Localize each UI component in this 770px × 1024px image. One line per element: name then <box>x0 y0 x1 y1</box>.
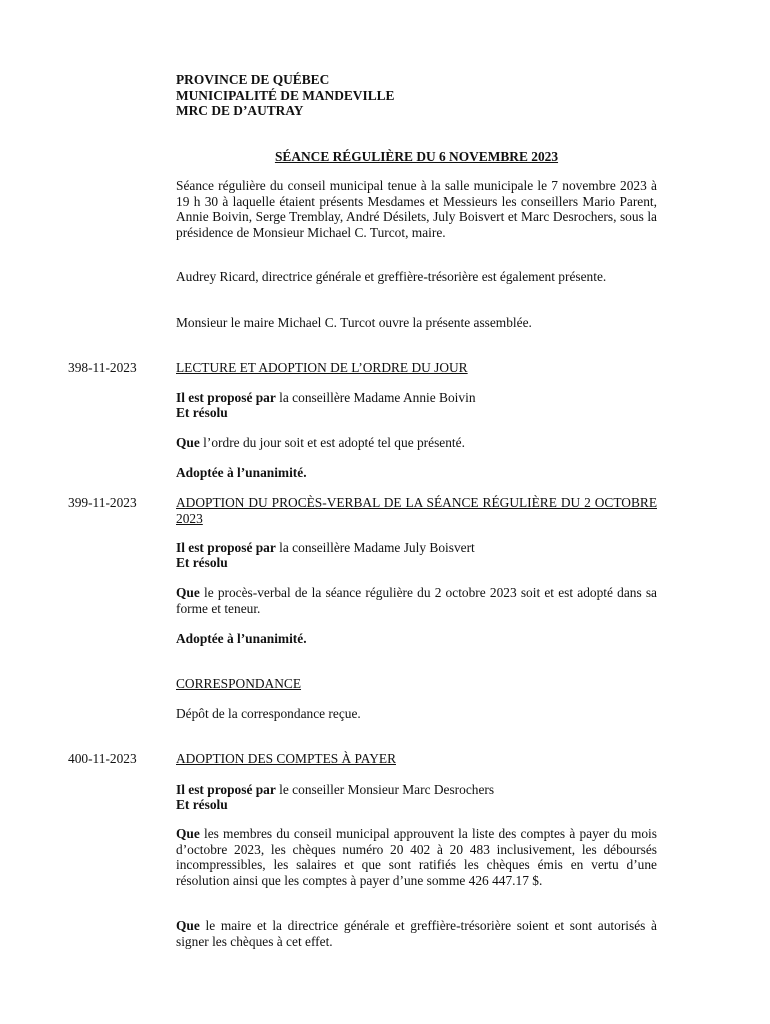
propose-label: Il est proposé par <box>176 782 276 797</box>
intro-paragraph-1: Séance régulière du conseil municipal tenue à la salle municipale le 7 novembre 2023 à 19 h 30 à laquelle étaient présents Mesdames et Messieurs les conseillers Mario Parent, Annie Boivin, Serge Tremblay, André Désilets, July Boisvert et Marc Desrochers, sous la présidence de Monsieur Michael C. Turcot, maire. <box>176 178 657 240</box>
resolu-398: Et résolu <box>176 405 228 420</box>
resolution-title-400: ADOPTION DES COMPTES À PAYER <box>176 751 396 766</box>
proposer-name: le conseiller Monsieur Marc Desrochers <box>275 782 495 797</box>
proposer-name: la conseillère Madame July Boisvert <box>275 540 475 555</box>
adoptee-398: Adoptée à l’unanimité. <box>176 465 307 480</box>
que-400-2 <box>176 918 657 949</box>
intro-paragraph-3: Monsieur le maire Michael C. Turcot ouvre la présente assemblée. <box>176 315 532 330</box>
proposer-399 <box>176 540 657 556</box>
que-label: Que <box>176 826 200 841</box>
resolution-number-399: 399-11-2023 <box>68 495 137 510</box>
intro-paragraph-2: Audrey Ricard, directrice générale et greffière-trésorière est également présente. <box>176 269 607 284</box>
proposer-400 <box>176 782 657 798</box>
que-text: le procès-verbal de la séance régulière du 2 octobre 2023 soit et est adopté dans sa forme et teneur. <box>176 585 657 616</box>
resolution-number-398: 398-11-2023 <box>68 360 137 375</box>
propose-label: Il est proposé par <box>176 540 276 555</box>
correspondance-title: CORRESPONDANCE <box>176 676 302 691</box>
seance-title: SÉANCE RÉGULIÈRE DU 6 NOVEMBRE 2023 <box>274 149 559 164</box>
resolution-title-398: LECTURE ET ADOPTION DE L’ORDRE DU JOUR <box>176 360 468 375</box>
header-province: PROVINCE DE QUÉBEC <box>176 72 330 87</box>
proposer-name: la conseillère Madame Annie Boivin <box>275 390 476 405</box>
que-398 <box>176 435 657 451</box>
resolu-399: Et résolu <box>176 555 228 570</box>
adoptee-399: Adoptée à l’unanimité. <box>176 631 307 646</box>
header-mrc: MRC DE D’AUTRAY <box>176 103 304 119</box>
que-label: Que <box>176 918 200 933</box>
resolu-400: Et résolu <box>176 797 228 812</box>
resolution-title-399: ADOPTION DU PROCÈS-VERBAL DE LA SÉANCE RÉGULIÈRE DU 2 OCTOBRE 2023 <box>176 495 657 526</box>
que-400-1 <box>176 826 657 888</box>
document-header <box>176 72 657 119</box>
header-municipalite: MUNICIPALITÉ DE MANDEVILLE <box>176 87 395 103</box>
proposer-398 <box>176 390 657 406</box>
que-text: les membres du conseil municipal approuvent la liste des comptes à payer du mois d’octobre 2023, les chèques numéro 20 402 à 20 483 inclusivement, les déboursés incompressibles, les salaires et que sont ratifiés les chèques émis en vertu d’une résolution ainsi que les comptes à payer d’une somme 426 447.17 $. <box>176 826 657 888</box>
que-399 <box>176 585 657 616</box>
correspondance-text: Dépôt de la correspondance reçue. <box>176 706 361 721</box>
que-label: Que <box>176 435 200 450</box>
que-label: Que <box>176 585 200 600</box>
propose-label: Il est proposé par <box>176 390 276 405</box>
resolution-number-400: 400-11-2023 <box>68 751 137 766</box>
que-text: le maire et la directrice générale et greffière-trésorière soient et sont autorisés à signer les chèques à cet effet. <box>176 918 657 949</box>
que-text: l’ordre du jour soit et est adopté tel que présenté. <box>199 435 465 450</box>
